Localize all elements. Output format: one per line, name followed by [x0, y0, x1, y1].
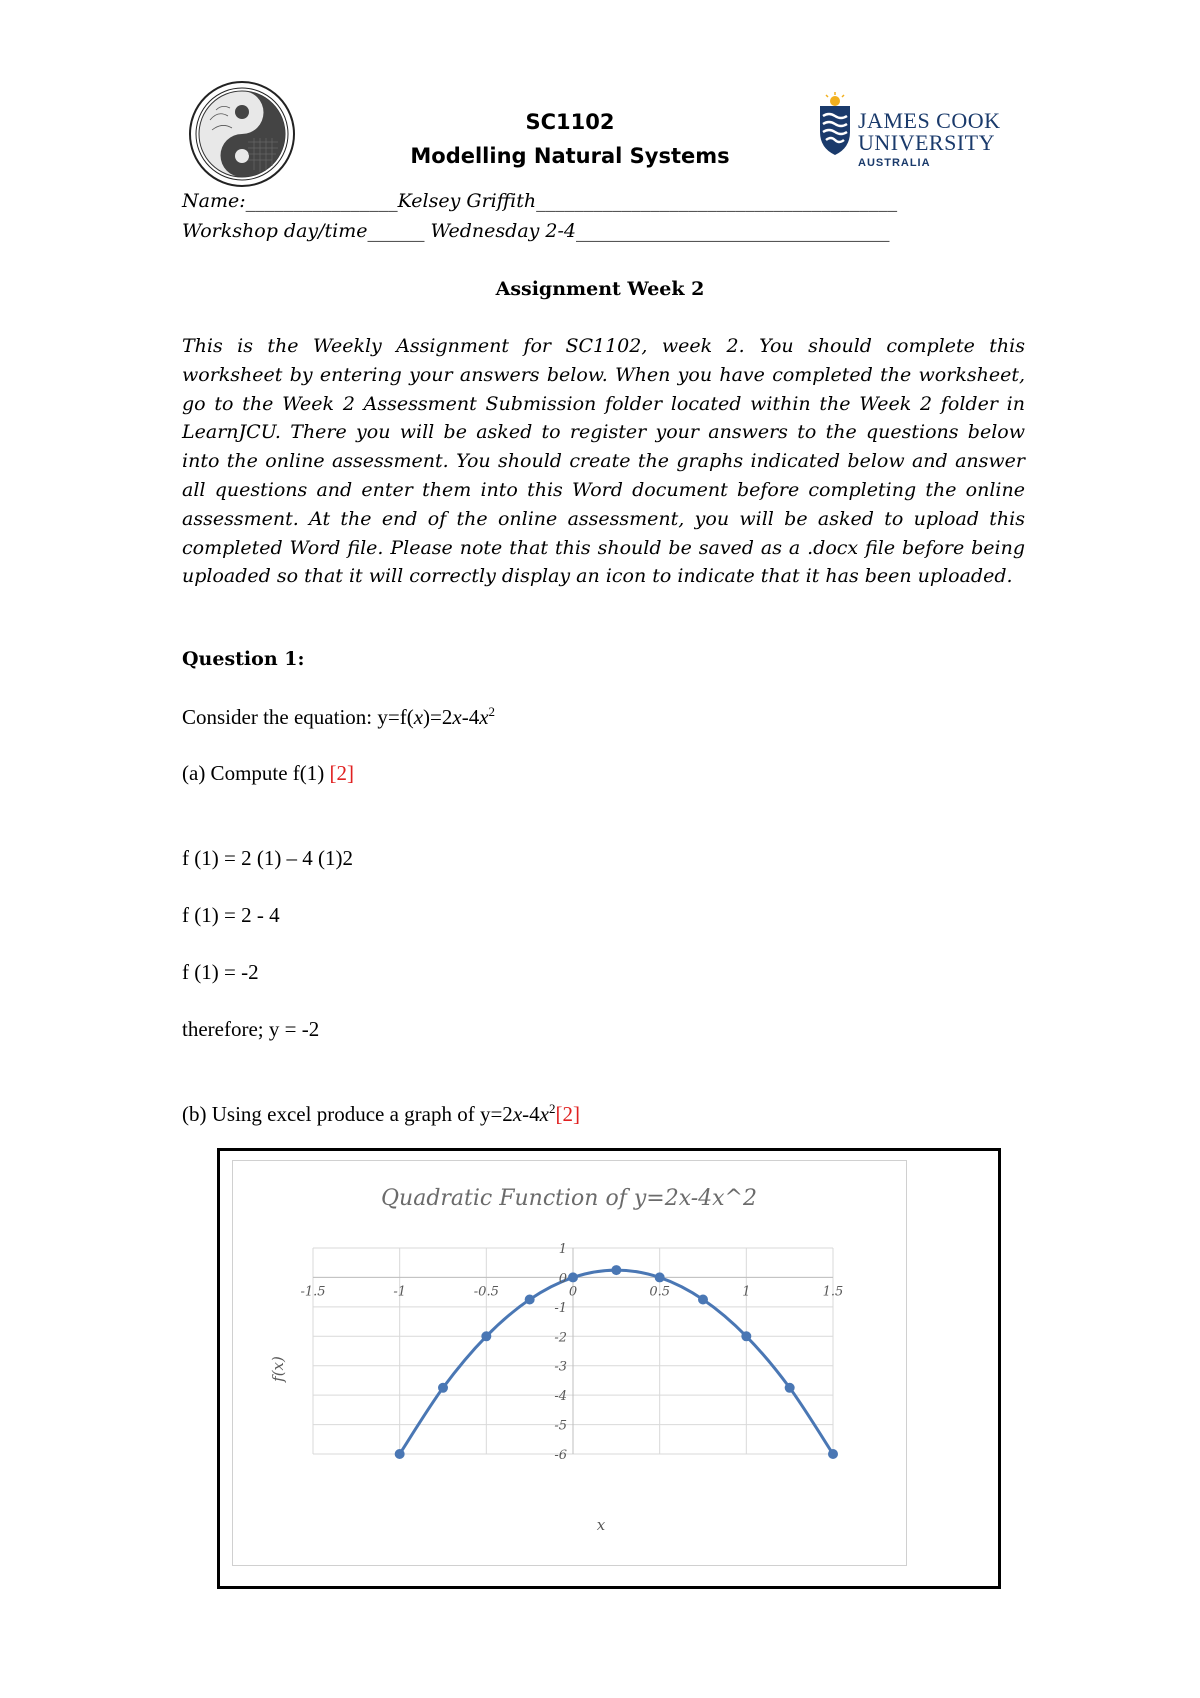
- data-point: [655, 1272, 665, 1282]
- intro-paragraph: This is the Weekly Assignment for SC1102, week 2. You should complete this worksheet by entering your answers below. When you have completed the worksheet, go to the Week 2 Assessment Submission folder located within the Week 2 folder in LearnJCU. There you will be asked to register your answers to the questions below into the online assessment. You should create the graphs indicated below and answer all questions and enter them into this Word document before completing the online assessment. At the end of the online assessment, you will be asked to upload this completed Word file. Please note that this should be saved as a .docx file before being uploaded so that it will correctly display an icon to indicate that it has been uploaded.: [182, 335, 1025, 588]
- y-tick-label: -3: [554, 1359, 567, 1375]
- chart-title: Quadratic Function of y=2x-4x^2: [381, 1186, 757, 1211]
- workshop-field-line: Workshop day/time______ Wednesday 2-4_________________________________: [182, 220, 890, 242]
- equation-line: Consider the equation: $y=f(x)=2x-4x^2$: [182, 704, 496, 729]
- course-header: [380, 105, 760, 173]
- chart-area: [232, 1160, 907, 1566]
- x-tick-label: 1.5: [822, 1284, 844, 1300]
- y-tick-label: -6: [554, 1448, 567, 1463]
- logo-line-1: JAMES COOK: [858, 108, 1001, 133]
- seal-logo: [188, 80, 296, 188]
- course-title: Modelling Natural Systems: [410, 144, 730, 168]
- x-tick-label: -1.5: [300, 1284, 326, 1300]
- y-tick-label: 1: [558, 1242, 567, 1257]
- y-tick-label: 0: [558, 1271, 567, 1287]
- work-line-1: f (1) = 2 (1) – 4 (1)2: [182, 846, 354, 870]
- y-tick-label: -4: [554, 1389, 567, 1405]
- quadratic-chart: [233, 1161, 906, 1565]
- assignment-heading: Assignment Week 2: [495, 278, 705, 300]
- x-tick-label: -1: [393, 1284, 407, 1300]
- x-axis-label: x: [596, 1516, 606, 1534]
- logo-line-3: AUSTRALIA: [858, 157, 931, 169]
- data-point: [525, 1295, 535, 1305]
- course-code: SC1102: [525, 110, 615, 134]
- y-axis-label: f(x): [269, 1356, 287, 1382]
- part-a-marks: [2]: [329, 761, 355, 785]
- part-b-marks: [2]: [555, 1102, 580, 1126]
- data-point: [698, 1295, 708, 1305]
- data-point: [568, 1272, 578, 1282]
- data-point: [785, 1383, 795, 1393]
- y-tick-label: -5: [554, 1418, 567, 1434]
- y-tick-label: -1: [554, 1300, 567, 1316]
- work-line-4: therefore; y = -2: [182, 1017, 320, 1041]
- data-point: [481, 1331, 491, 1341]
- part-a-line: (a) Compute f(1) [2]: [182, 761, 355, 785]
- x-tick-label: -0.5: [473, 1284, 499, 1300]
- university-crest-icon: [818, 92, 852, 156]
- series-line: [400, 1270, 833, 1454]
- name-field-line: Name:________________Kelsey Griffith______________________________________: [182, 190, 898, 212]
- data-point: [611, 1265, 621, 1275]
- data-point: [438, 1383, 448, 1393]
- university-logo: [858, 110, 1001, 169]
- logo-line-2: UNIVERSITY: [858, 130, 995, 155]
- x-tick-label: 1: [742, 1284, 751, 1300]
- data-point: [395, 1449, 405, 1459]
- question-1-heading: Question 1:: [182, 648, 305, 670]
- work-line-3: f (1) = -2: [182, 960, 259, 984]
- x-tick-label: 0: [568, 1284, 578, 1300]
- data-point: [828, 1449, 838, 1459]
- work-line-2: f (1) = 2 - 4: [182, 903, 280, 927]
- data-point: [741, 1331, 751, 1341]
- x-tick-label: 0.5: [649, 1284, 671, 1300]
- y-tick-label: -2: [554, 1330, 567, 1346]
- part-b-line: (b) Using excel produce a graph of $y=2x-4x^2[2]$: [182, 1101, 580, 1126]
